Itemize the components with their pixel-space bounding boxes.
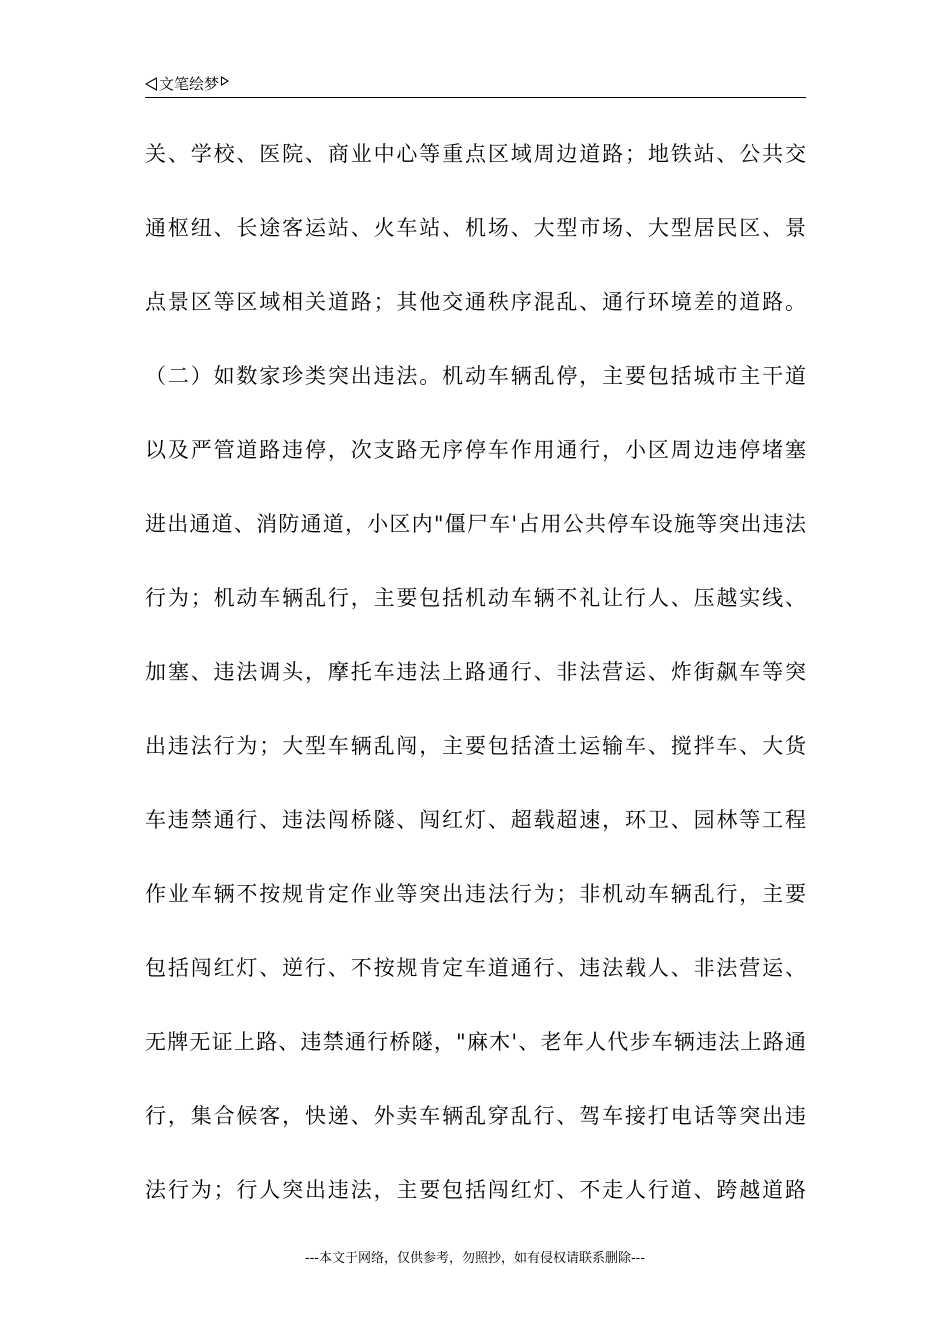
page-header xyxy=(145,74,229,94)
text-line: （二）如数家珍类突出违法。机动车辆乱停，主要包括城市主干道 xyxy=(145,364,806,388)
text-line: 行为；机动车辆乱行，主要包括机动车辆不礼让行人、压越实线、 xyxy=(145,586,806,610)
text-line: 行，集合候客，快递、外卖车辆乱穿乱行、驾车接打电话等突出违 xyxy=(145,1104,806,1128)
text-line: 点景区等区域相关道路；其他交通秩序混乱、通行环境差的道路。 xyxy=(145,290,806,314)
text-line: 以及严管道路违停，次支路无序停车作用通行，小区周边违停堵塞 xyxy=(145,438,806,462)
text-line: 作业车辆不按规肯定作业等突出违法行为；非机动车辆乱行，主要 xyxy=(145,882,806,906)
header-rule xyxy=(145,97,806,98)
text-line: 关、学校、医院、商业中心等重点区域周边道路；地铁站、公共交 xyxy=(145,142,806,166)
text-line: 无牌无证上路、违禁通行桥隧，"麻木'、老年人代步车辆违法上路通 xyxy=(145,1030,806,1054)
right-triangle-icon xyxy=(221,76,229,86)
left-triangle-icon xyxy=(145,77,157,91)
header-title: 文笔绘梦 xyxy=(159,75,220,93)
text-line: 加塞、违法调头，摩托车违法上路通行、非法营运、炸街飙车等突 xyxy=(145,660,806,684)
text-line: 法行为；行人突出违法，主要包括闯红灯、不走人行道、跨越道路 xyxy=(145,1178,806,1202)
text-line: 出违法行为；大型车辆乱闯，主要包括渣土运输车、搅拌车、大货 xyxy=(145,734,806,758)
text-line: 包括闯红灯、逆行、不按规肯定车道通行、违法载人、非法营运、 xyxy=(145,956,806,980)
body-text xyxy=(145,132,806,1242)
text-line: 通枢纽、长途客运站、火车站、机场、大型市场、大型居民区、景 xyxy=(145,216,806,240)
text-line: 进出通道、消防通道，小区内"僵尸车'占用公共停车设施等突出违法 xyxy=(145,512,806,536)
text-line: 车违禁通行、违法闯桥隧、闯红灯、超载超速，环卫、园林等工程 xyxy=(145,808,806,832)
page-footer: ---本文于网络，仅供参考，勿照抄，如有侵权请联系删除--- xyxy=(304,1251,646,1266)
